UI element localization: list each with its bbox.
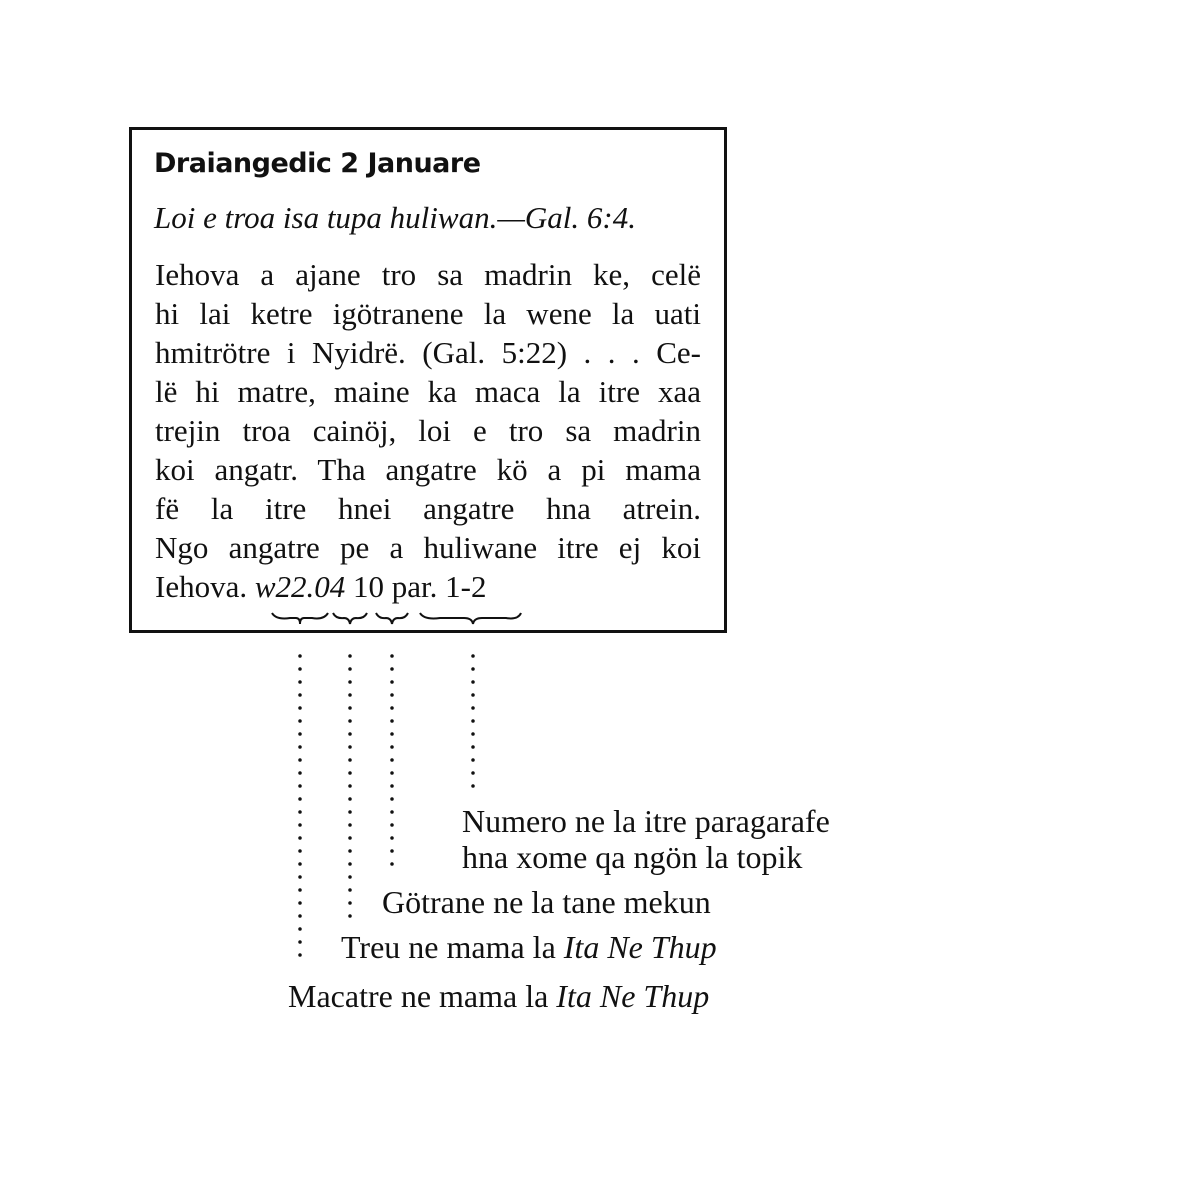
label-issue-title: Ita Ne Thup bbox=[563, 929, 717, 965]
body-line: Iehova a ajane tro sa madrin ke, celë bbox=[155, 257, 701, 292]
label-issue-text: Treu ne mama la bbox=[341, 929, 564, 965]
body-line: koi angatr. Tha angatre kö a pi mama bbox=[155, 452, 701, 487]
body-line: Ngo angatre pe a huliwane itre ej koi bbox=[155, 530, 701, 565]
body-line: trejin troa cainöj, loi e tro sa madrin bbox=[155, 413, 701, 448]
body-line: hi lai ketre igötranene la wene la uati bbox=[155, 296, 701, 331]
brace-page bbox=[376, 613, 408, 624]
label-year-text: Macatre ne mama la bbox=[288, 978, 557, 1014]
label-year-title: Ita Ne Thup bbox=[556, 978, 710, 1014]
ref-paragraphs: par. 1-2 bbox=[391, 569, 487, 604]
label-issue bbox=[341, 929, 717, 965]
ref-page: 10 bbox=[353, 569, 385, 604]
brace-paragraphs bbox=[420, 613, 521, 624]
label-page: Götrane ne la tane mekun bbox=[382, 884, 711, 920]
label-paragraphs-1: Numero ne la itre paragarafe bbox=[462, 803, 830, 839]
body-line: lë hi matre, maine ka maca la itre xaa bbox=[155, 374, 701, 409]
label-year bbox=[288, 978, 709, 1014]
ref-publication: w22.04 bbox=[254, 569, 346, 604]
body-line: fë la itre hnei angatre hna atrein. bbox=[155, 491, 701, 526]
card-title: Draiangedic 2 Januare bbox=[154, 148, 481, 179]
card-verse: Loi e troa isa tupa huliwan.—Gal. 6:4. bbox=[154, 200, 636, 235]
body-line: hmitrötre i Nyidrë. (Gal. 5:22) . . . Ce- bbox=[155, 335, 701, 370]
brace-publication bbox=[272, 613, 328, 624]
brace-issue bbox=[333, 613, 367, 624]
last-line-text: Iehova. bbox=[155, 569, 248, 604]
label-paragraphs-2: hna xome qa ngön la topik bbox=[462, 839, 803, 875]
